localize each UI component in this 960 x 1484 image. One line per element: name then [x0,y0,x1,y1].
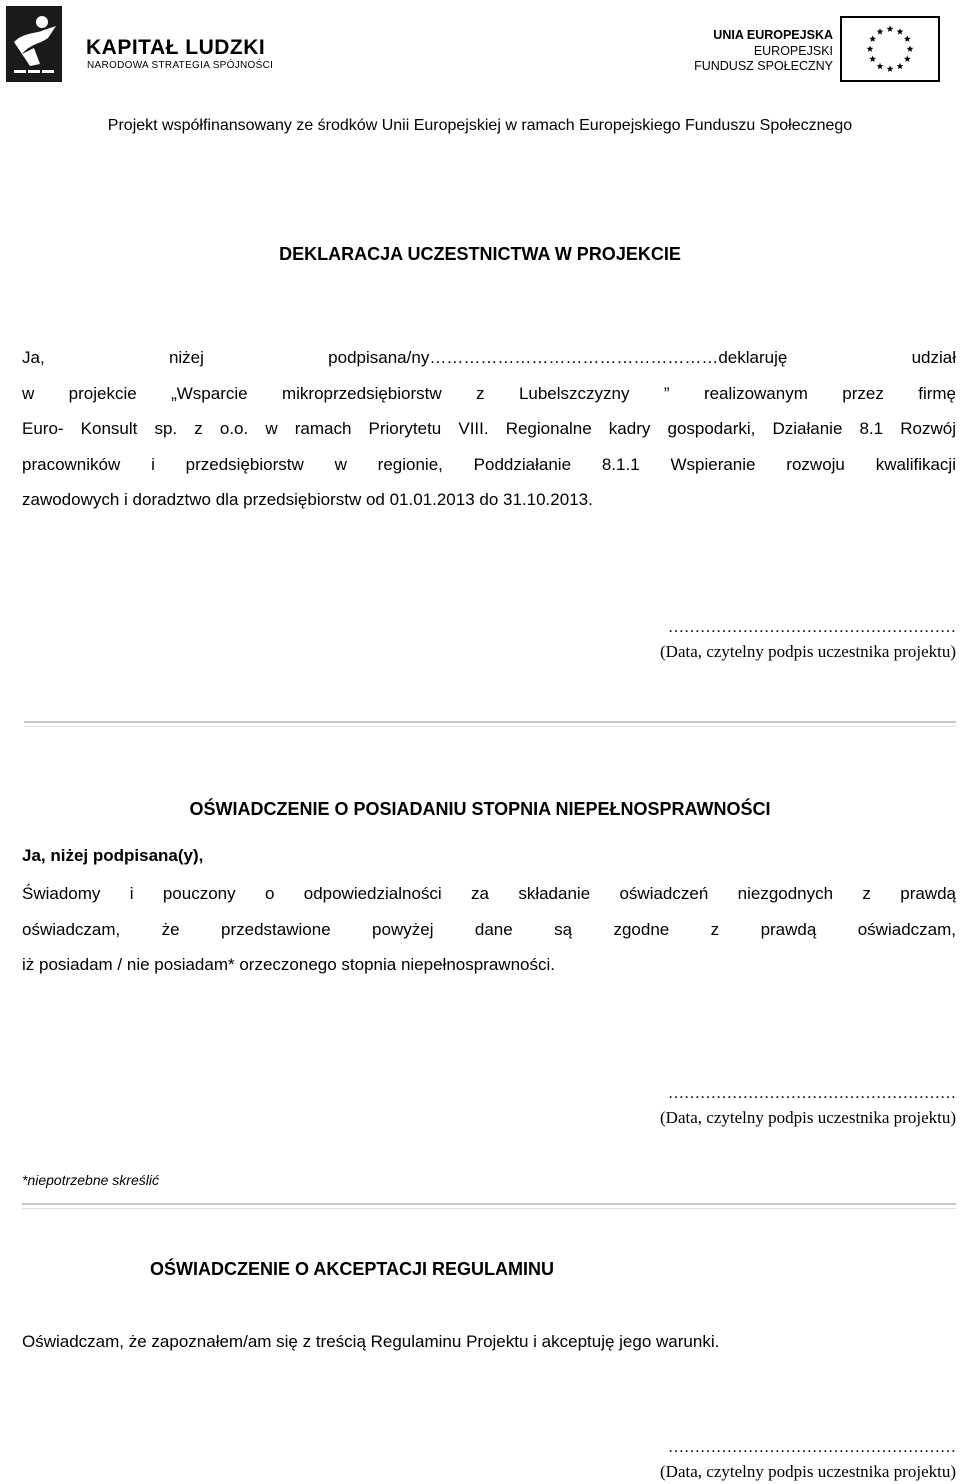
disability-text [22,876,956,983]
declaration-line: pracowników i przedsiębiorstw w regionie, Poddziałanie 8.1.1 Wspieranie rozwoju kwalifikacji [22,454,956,474]
eu-fund-line1: EUROPEJSKI [753,44,833,58]
section-divider [22,1203,956,1209]
regulations-signature [660,1436,956,1484]
eu-flag-icon [840,16,940,82]
kapital-ludzki-title: KAPITAŁ LUDZKI [86,36,266,59]
kapital-ludzki-logo [0,4,300,88]
declaration-title: DEKLARACJA UCZESTNICTWA W PROJEKCIE [279,244,681,264]
kapital-ludzki-subtitle: NARODOWA STRATEGIA SPÓJNOŚCI [87,60,274,71]
eu-logo [690,16,945,86]
disability-line: Świadomy i pouczony o odpowiedzialności za składanie oświadczeń niezgodnych z prawdą [22,884,956,903]
eu-name: UNIA EUROPEJSKA [713,28,833,42]
footnote: *niepotrzebne skreślić [22,1172,159,1188]
regulations-title-text: OŚWIADCZENIE O AKCEPTACJI REGULAMINU [149,1259,554,1279]
declaration-line: zawodowych i doradztwo dla przedsiębiorstw od 01.01.2013 do 31.10.2013. [22,490,593,509]
cofinancing-note: Projekt współfinansowany ze środków Unii Europejskiej w ramach Europejskiego Funduszu Społecznego [107,117,853,134]
disability-title: OŚWIADCZENIE O POSIADANIU STOPNIA NIEPEŁNOSPRAWNOŚCI [189,799,771,819]
regulations-text: Oświadczam, że zapoznałem/am się z treścią Regulaminu Projektu i akceptuję jego warunki. [22,1332,720,1351]
declaration-line: w projekcie „Wsparcie mikroprzedsiębiorstw z Lubelszczyzny ” realizowanym przez firmę [22,383,956,403]
declaration-text [22,340,956,518]
disability-line: oświadczam, że przedstawione powyżej dane są zgodne z prawdą oświadczam, [22,919,956,939]
signature-caption: (Data, czytelny podpis uczestnika projektu) [660,1108,956,1127]
disability-intro: Ja, niżej podpisana(y), [22,846,204,865]
declaration-line: Ja, niżej podpisana/ny……………………………………………deklaruję udział [22,348,956,367]
eu-fund-line2: FUNDUSZ SPOŁECZNY [694,59,833,73]
signature-line: ……………………………………………… [668,619,956,636]
disability-line: iż posiadam / nie posiadam* orzeczonego stopnia niepełnosprawności. [22,955,555,974]
disability-signature [660,1082,956,1130]
signature-line: ……………………………………………… [668,1439,956,1456]
regulations-title [0,1259,960,1280]
declaration-signature [660,616,956,664]
kapital-ludzki-emblem-icon [0,4,80,84]
signature-line: ……………………………………………… [668,1085,956,1102]
signature-caption: (Data, czytelny podpis uczestnika projektu) [660,642,956,661]
section-divider [24,721,956,727]
declaration-line: Euro- Konsult sp. z o.o. w ramach Priorytetu VIII. Regionalne kadry gospodarki, Działanie 8.1 Rozwój [22,419,956,438]
signature-caption: (Data, czytelny podpis uczestnika projektu) [660,1462,956,1481]
